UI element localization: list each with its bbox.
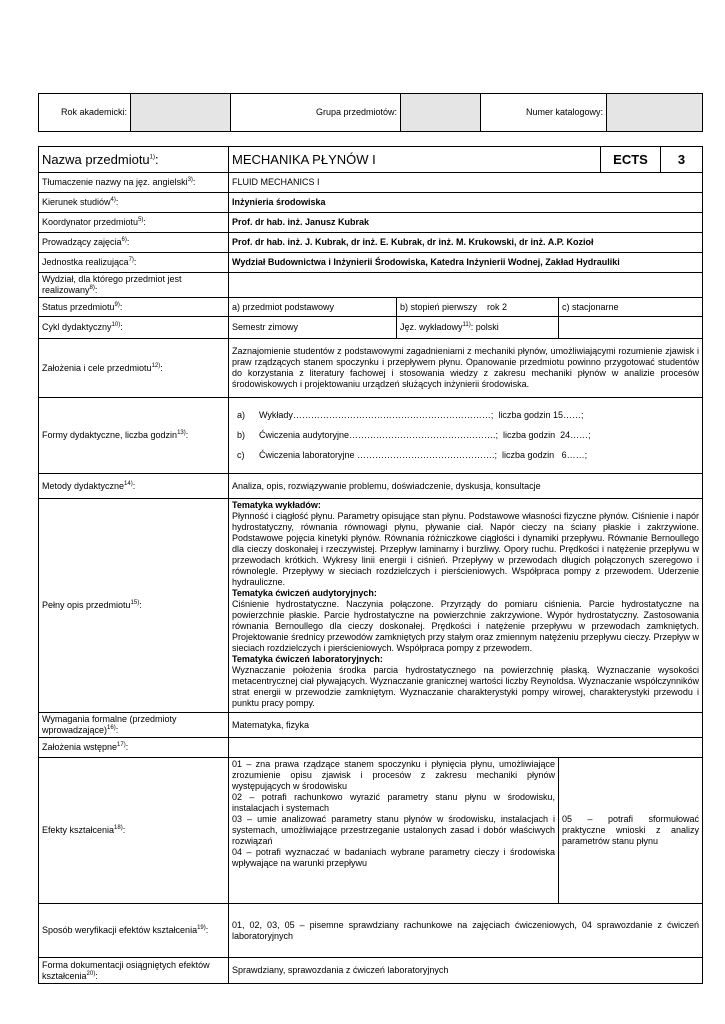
sposob-value: 01, 02, 03, 05 – pisemne sprawdziany rachunkowe na zajęciach ćwiczeniowych, 04 sprawozdanie z ćwiczeń laboratoryjnych <box>229 904 703 958</box>
cykl-label: Cykl dydaktyczny$^{10)}$: <box>39 317 229 339</box>
grupa-przedmiotow-field <box>401 94 481 132</box>
zalozenia-wstepne-label: Założenia wstępne$^{17)}$: <box>39 738 229 758</box>
opis-heading-laboratoryjne: Tematyka ćwiczeń laboratoryjnych: <box>232 654 383 664</box>
jednostka-value: Wydział Budownictwa i Inżynierii Środowiska, Katedra Inżynierii Wodnej, Zakład Hydrauliki <box>229 253 703 273</box>
status-label: Status przedmiotu$^{9)}$: <box>39 298 229 317</box>
syllabus-table <box>38 146 703 984</box>
title-row <box>39 147 703 173</box>
jednostka-label: Jednostka realizująca$^{7)}$: <box>39 253 229 273</box>
koordynator-label: Koordynator przedmiotu$^{5)}$: <box>39 213 229 233</box>
zalozenia-label: Założenia i cele przedmiotu$^{12)}$: <box>39 339 229 398</box>
opis-label: Pełny opis przedmiotu$^{15)}$: <box>39 499 229 713</box>
header-table <box>38 93 703 132</box>
zalozenia-wstepne-value <box>229 738 703 758</box>
ects-value: 3 <box>661 147 703 173</box>
formy-item: a) Wykłady…………………………………………………………; liczba godzin 15……; <box>237 410 584 420</box>
efekt-item: 04 – potrafi wyznaczać w badaniach wybrane parametry cieczy i środowiska wpływające na warunki przepływu <box>232 847 555 868</box>
opis-value <box>229 499 703 713</box>
formy-label: Formy dydaktyczne, liczba godzin$^{13)}$: <box>39 398 229 474</box>
tlumaczenie-value: FLUID MECHANICS I <box>229 173 703 193</box>
jezyk-cell: Jęz. wykładowy$^{11)}$: polski <box>397 317 559 339</box>
course-name: MECHANIKA PŁYNÓW I <box>229 147 601 173</box>
opis-text-laboratoryjne: Wyznaczanie położenia środka parcia hydrostatycznego na powierzchnię płaską. Wyznaczanie wysokości metacentrycznej ciał pływających. Wyznaczanie granicznej wartości liczby Reynoldsa. Wyznaczanie współczynników strat energii w przewodzie zamkniętym. Wyznaczanie charakterystyki pompy wirowej, charakterystyki przewodu i punktu pracy pompy. <box>232 665 699 708</box>
wymagania-value: Matematyka, fizyka <box>229 713 703 738</box>
ects-label: ECTS <box>601 147 661 173</box>
prowadzacy-label: Prowadzący zajęcia$^{6)}$: <box>39 233 229 253</box>
grupa-przedmiotow-label: Grupa przedmiotów: <box>231 94 401 132</box>
cykl-value: Semestr zimowy <box>229 317 397 339</box>
status-a: a) przedmiot podstawowy <box>229 298 397 317</box>
formy-item: b) Ćwiczenia audytoryjne………………………………………….; liczba godzin 24……; <box>237 430 591 440</box>
forma-dokumentacji-value: Sprawdziany, sprawozdania z ćwiczeń laboratoryjnych <box>229 958 703 984</box>
tlumaczenie-label: Tłumaczenie nazwy na jęz. angielski$^{3)}$: <box>39 173 229 193</box>
wydzial-label: Wydział, dla którego przedmiot jest realizowany$^{8)}$: <box>39 273 229 298</box>
prowadzacy-value: Prof. dr hab. inż. J. Kubrak, dr inż. E. Kubrak, dr inż. M. Krukowski, dr inż. A.P. Kozioł <box>229 233 703 253</box>
rok-akademicki-field <box>131 94 231 132</box>
metody-label: Metody dydaktyczne$^{14)}$: <box>39 474 229 499</box>
wymagania-label: Wymagania formalne (przedmioty wprowadzające)$^{16)}$: <box>39 713 229 738</box>
rok-akademicki-label: Rok akademicki: <box>39 94 131 132</box>
cykl-empty <box>559 317 703 339</box>
efekty-label: Efekty kształcenia$^{18)}$: <box>39 758 229 904</box>
efekty-left <box>229 758 559 904</box>
opis-heading-audytoryjne: Tematyka ćwiczeń audytoryjnych: <box>232 588 377 598</box>
opis-text-audytoryjne: Ciśnienie hydrostatyczne. Naczynia połączone. Przyrządy do pomiaru ciśnienia. Parcie hydrostatyczne na powierzchnie płaskie. Parcie hydrostatyczne na powierzchnie zakrzywione. Wypór hydrostatyczny. Zastosowania równania Bernoullego dla cieczy doskonałej. Prędkości i natężenie przepływu w przewodach zamkniętych. Projektowanie średnicy przewodów zamkniętych przy stałym oraz zmiennym natężeniu przepływu cieczy. Przepływ w sieciach rozdzielczych i pierścieniowych. Współpraca pompy z przewodem. <box>232 599 699 653</box>
forma-dokumentacji-label: Forma dokumentacji osiągniętych efektów kształcenia$^{20)}$: <box>39 958 229 984</box>
zalozenia-value: Zaznajomienie studentów z podstawowymi zagadnieniami z mechaniki płynów, umożliwiającymi rozumienie zjawisk i praw rządzących stanem spoczynku i przepływem płynu. Opanowanie przedmiotu powinno przygotować studentów do korzystania z literatury fachowej i stosowania wiedzy z zakresu mechaniki płynów w analizie procesów środowiskowych i projektowaniu urządzeń służących inżynierii środowiska. <box>229 339 703 398</box>
numer-katalogowy-label: Numer katalogowy: <box>481 94 607 132</box>
efekt-item: 01 – zna prawa rządzące stanem spoczynku i płynięcia płynu, umożliwiające zrozumienie opisu zjawisk i procesów z zakresu mechaniki płynów występujących w środowisku <box>232 759 555 791</box>
status-c: c) stacjonarne <box>559 298 703 317</box>
opis-heading-wyklady: Tematyka wykładów: <box>232 500 321 510</box>
status-b: b) stopień pierwszy rok 2 <box>397 298 559 317</box>
numer-katalogowy-field <box>607 94 703 132</box>
metody-value: Analiza, opis, rozwiązywanie problemu, doświadczenie, dyskusja, konsultacje <box>229 474 703 499</box>
sposob-label: Sposób weryfikacji efektów kształcenia$^{19)}$: <box>39 904 229 958</box>
koordynator-value: Prof. dr hab. inż. Janusz Kubrak <box>229 213 703 233</box>
formy-item: c) Ćwiczenia laboratoryjne ……………………………………….; liczba godzin 6……; <box>237 450 588 460</box>
efekt-item: 03 – umie analizować parametry stanu płynów w środowisku, instalacjach i systemach, umożliwiające przestrzeganie ustalonych zasad i dobór właściwych rozwiązań <box>232 814 555 846</box>
formy-list <box>229 398 703 474</box>
nazwa-przedmiotu-label: Nazwa przedmiotu$^{1)}$: <box>39 147 229 173</box>
kierunek-label: Kierunek studiów$^{4)}$: <box>39 193 229 213</box>
efekt-item: 02 – potrafi rachunkowo wyrazić parametry stanu płynu w środowisku, instalacjach i systemach <box>232 792 555 813</box>
wydzial-value <box>229 273 703 298</box>
efekty-right: 05 – potrafi sformułować praktyczne wnioski z analizy parametrów stanu płynu <box>559 758 703 904</box>
opis-text-wyklady: Płynność i ciągłość płynu. Parametry opisujące stan płynu. Podstawowe własności fizyczne płynów. Ciśnienie i napór hydrostatyczny, równania równowagi płynu, pływanie ciał. Napór cieczy na ściany płaskie i zakrzywione. Podstawowe pojęcia kinetyki płynów. Równania różniczkowe ciągłości i dynamiki przepływu. Równanie Bernoullego dla cieczy doskonałej i rzeczywistej. Przepływ laminarny i burzliwy. Opory ruchu. Prędkości i natężenie przepływu w przewodach krótkich. Wykresy linii energii i ciśnień. Przepływy w przewodach długich połączonych szeregowo i równolegle. Przepływy w sieciach rozdzielczych i pierścieniowych. Współpraca pompy z przewodem. Uderzenie hydrauliczne. <box>232 511 699 587</box>
kierunek-value: Inżynieria środowiska <box>229 193 703 213</box>
